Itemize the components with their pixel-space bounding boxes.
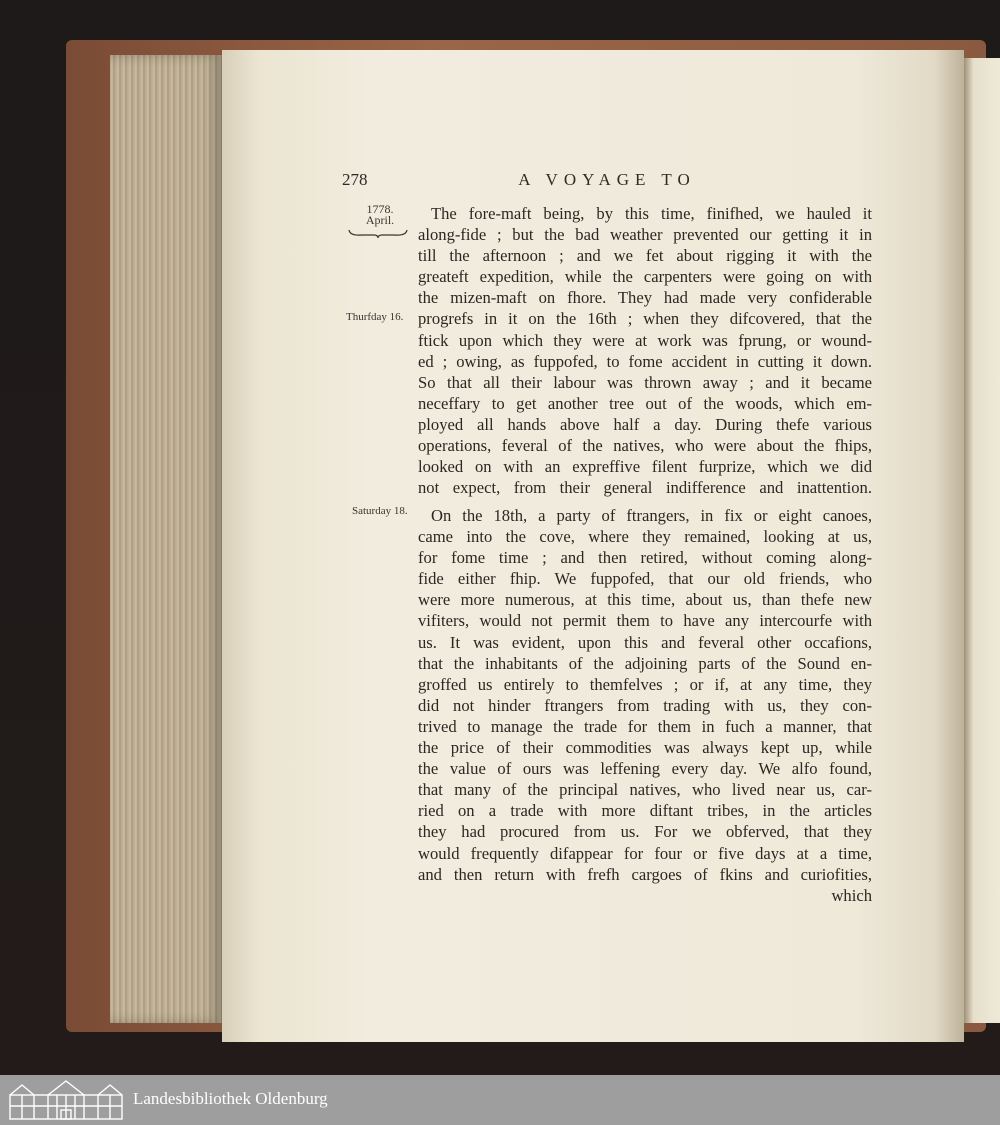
facing-page-edge [962, 58, 1000, 1023]
text-line: ed ; owing, as fuppofed, to fome accident in cutting it down. [418, 351, 872, 371]
text-line: that many of the principal natives, who lived near us, car- [418, 780, 872, 800]
text-line: fide either fhip. We fuppofed, that our old friends, who [418, 569, 872, 589]
text-line: looked on with an expreffive filent furprize, which we did [418, 457, 872, 477]
margin-year: 1778. [366, 202, 394, 216]
margin-date [352, 204, 408, 226]
text-line: not expect, from their general indifference and inattention. [418, 478, 872, 498]
text-line: were more numerous, at this time, about us, than thefe new [418, 590, 872, 610]
library-name: Landesbibliothek Oldenburg [133, 1089, 328, 1108]
text-line: trived to manage the trade for them in fuch a manner, that [418, 716, 872, 736]
margin-month: April. [365, 213, 395, 227]
page-number: 278 [342, 170, 368, 189]
margin-note-thursday: Thurfday 16. [346, 311, 404, 323]
library-footer [0, 1075, 1000, 1125]
margin-brace [348, 229, 408, 239]
text-line: ployed all hands above half a day. During thefe various [418, 414, 872, 434]
text-line: The fore-maft being, by this time, finifhed, we hauled it [431, 204, 872, 223]
text-line: neceffary to get another tree out of the woods, which em- [418, 393, 872, 413]
text-line: would frequently difappear for four or five days at a time, [418, 843, 872, 863]
text-line: ftick upon which they were at work was fprung, or wound- [418, 330, 872, 350]
text-line: the mizen-maft on fhore. They had made very confiderable [418, 288, 872, 308]
text-line: greateft expedition, while the carpenters were going on with [418, 267, 872, 287]
text-line: On the 18th, a party of ftrangers, in fix or eight canoes, [431, 506, 872, 525]
text-line: till the afternoon ; and we fet about rigging it with the [418, 246, 872, 266]
running-title: A VOYAGE TO [518, 170, 696, 189]
library-building-logo [8, 1079, 124, 1121]
running-head [342, 170, 872, 194]
text-line: So that all their labour was thrown away ; and it became [418, 372, 872, 392]
text-line: progrefs in it on the 16th ; when they difcovered, that the [418, 309, 872, 329]
text-line: came into the cove, where they remained, looking at us, [418, 527, 872, 547]
text-line: vifiters, would not permit them to have any intercourfe with [418, 611, 872, 631]
text-line: that the inhabitants of the adjoining parts of the Sound en- [418, 653, 872, 673]
text-line: us. It was evident, upon this and feveral other occafions, [418, 632, 872, 652]
page-block-edge [110, 55, 222, 1023]
text-line: operations, feveral of the natives, who were about the fhips, [418, 436, 872, 456]
text-line: the value of ours was leffening every day. We alfo found, [418, 759, 872, 779]
text-line: they had procured from us. For we obferved, that they [418, 822, 872, 842]
text-line: for fome time ; and then retired, without coming along- [418, 548, 872, 568]
text-line: groffed us entirely to themfelves ; or if, at any time, they [418, 674, 872, 694]
text-line: and then return with frefh cargoes of fkins and curiofities, [418, 864, 872, 884]
catchword: which [831, 885, 872, 905]
paragraph-1 [418, 203, 872, 498]
text-line: did not hinder ftrangers from trading with us, they con- [418, 695, 872, 715]
text-line: along-fide ; but the bad weather prevented our getting it in [418, 225, 872, 245]
margin-note-saturday: Saturday 18. [352, 505, 408, 517]
text-line: the price of their commodities was always kept up, while [418, 738, 872, 758]
text-line: ried on a trade with more diftant tribes, in the articles [418, 801, 872, 821]
paragraph-2 [418, 505, 872, 906]
